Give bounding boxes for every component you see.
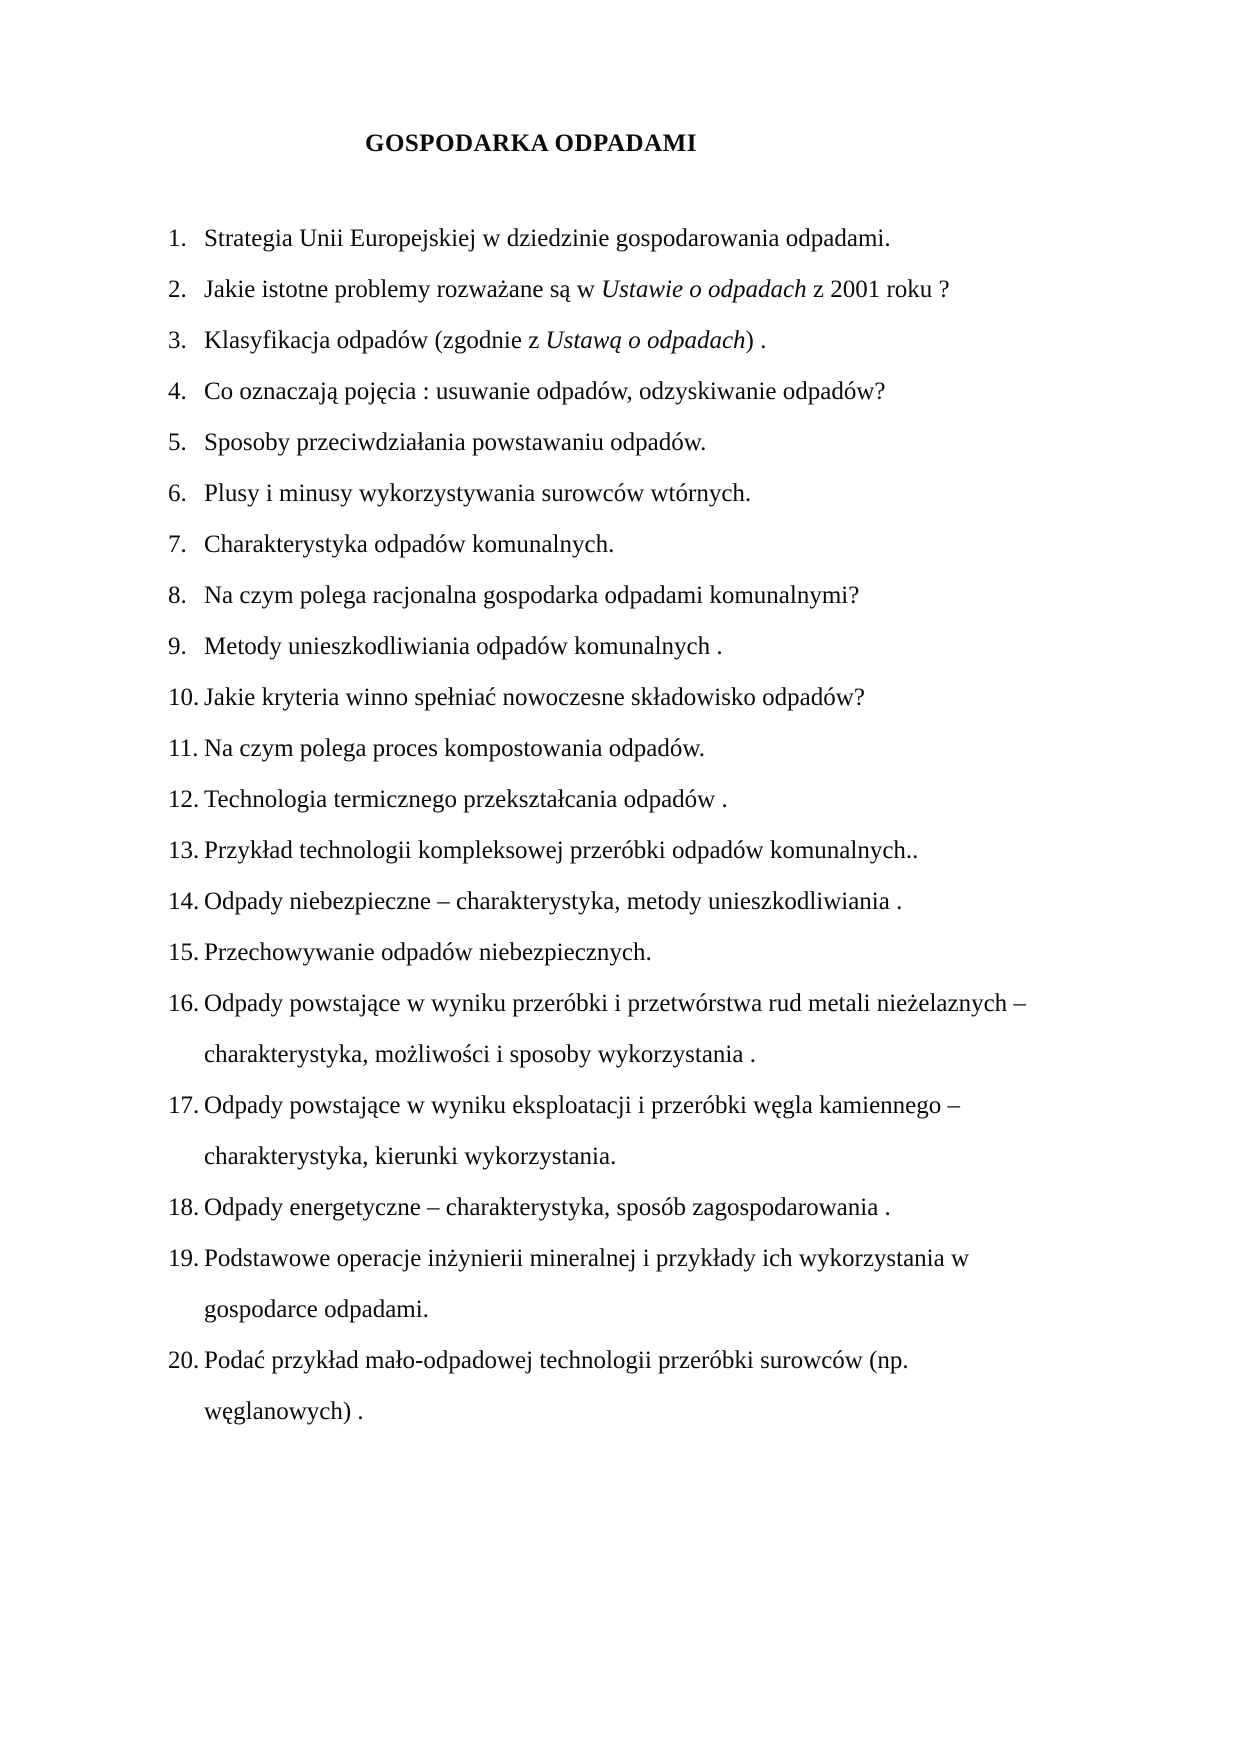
text-segment: Charakterystyka odpadów komunalnych. [204, 531, 615, 558]
text-segment: Strategia Unii Europejskiej w dziedzinie gospodarowania odpadami. [204, 225, 891, 252]
item-line [204, 672, 1160, 723]
italic-text-segment: Ustawą o odpadach [545, 327, 746, 354]
item-line [204, 1029, 1160, 1080]
item-line [204, 366, 1160, 417]
text-segment: Klasyfikacja odpadów (zgodnie z [204, 327, 546, 354]
item-text [204, 1335, 1160, 1437]
item-line [204, 1284, 1160, 1335]
list-item [168, 417, 1160, 468]
text-segment: Odpady niebezpieczne – charakterystyka, metody unieszkodliwiania . [204, 888, 903, 915]
list-item [168, 1335, 1160, 1437]
item-text [204, 213, 1160, 264]
text-segment: gospodarce odpadami. [204, 1296, 429, 1323]
item-text [204, 825, 1160, 876]
item-number: 7. [168, 531, 187, 558]
text-segment: Podać przykład mało-odpadowej technologii przeróbki surowców (np. [204, 1347, 909, 1374]
list-item [168, 213, 1160, 264]
item-number: 20. [168, 1347, 200, 1374]
item-number: 3. [168, 327, 187, 354]
item-text [204, 519, 1160, 570]
item-text [204, 672, 1160, 723]
item-number: 10. [168, 684, 200, 711]
item-text [204, 876, 1160, 927]
item-line [204, 519, 1160, 570]
item-number: 1. [168, 225, 187, 252]
text-segment: Sposoby przeciwdziałania powstawaniu odpadów. [204, 429, 707, 456]
list-item [168, 264, 1160, 315]
item-text [204, 978, 1160, 1080]
item-text [204, 570, 1160, 621]
list-item [168, 519, 1160, 570]
item-line [204, 468, 1160, 519]
item-number: 9. [168, 633, 187, 660]
item-number: 8. [168, 582, 187, 609]
text-segment: Odpady powstające w wyniku przeróbki i przetwórstwa rud metali nieżelaznych – [204, 990, 1026, 1017]
item-number: 12. [168, 786, 200, 813]
item-text [204, 774, 1160, 825]
item-line [204, 213, 1160, 264]
text-segment: z 2001 roku ? [806, 276, 950, 303]
text-segment: Plusy i minusy wykorzystywania surowców wtórnych. [204, 480, 752, 507]
text-segment: węglanowych) . [204, 1398, 364, 1425]
text-segment: Metody unieszkodliwiania odpadów komunalnych . [204, 633, 723, 660]
list-item [168, 468, 1160, 519]
item-line [204, 723, 1160, 774]
list-item [168, 723, 1160, 774]
list-item [168, 876, 1160, 927]
item-line [204, 417, 1160, 468]
item-number: 15. [168, 939, 200, 966]
text-segment: Odpady powstające w wyniku eksploatacji i przeróbki węgla kamiennego – [204, 1092, 961, 1119]
item-text [204, 468, 1160, 519]
item-number: 17. [168, 1092, 200, 1119]
text-segment: Co oznaczają pojęcia : usuwanie odpadów, odzyskiwanie odpadów? [204, 378, 886, 405]
list-item [168, 978, 1160, 1080]
page-title: GOSPODARKA ODPADAMI [365, 130, 697, 157]
list-item [168, 1080, 1160, 1182]
item-line [204, 570, 1160, 621]
text-segment: Podstawowe operacje inżynierii mineralnej i przykłady ich wykorzystania w [204, 1245, 970, 1272]
list-item [168, 672, 1160, 723]
list-item [168, 315, 1160, 366]
text-segment: ) . [745, 327, 767, 354]
item-line [204, 876, 1160, 927]
item-number: 19. [168, 1245, 200, 1272]
item-number: 6. [168, 480, 187, 507]
text-segment: Na czym polega proces kompostowania odpadów. [204, 735, 706, 762]
text-segment: Jakie kryteria winno spełniać nowoczesne składowisko odpadów? [204, 684, 865, 711]
item-line [204, 264, 1160, 315]
item-line [204, 1233, 1160, 1284]
text-segment: Przechowywanie odpadów niebezpiecznych. [204, 939, 652, 966]
item-text [204, 417, 1160, 468]
title-wrap [168, 130, 894, 157]
item-line [204, 978, 1160, 1029]
item-text [204, 1233, 1160, 1335]
item-text [204, 1080, 1160, 1182]
text-segment: Technologia termicznego przekształcania odpadów . [204, 786, 728, 813]
item-line [204, 927, 1160, 978]
item-line [204, 1131, 1160, 1182]
item-line [204, 621, 1160, 672]
text-segment: charakterystyka, kierunki wykorzystania. [204, 1143, 617, 1170]
item-line [204, 1335, 1160, 1386]
item-number: 4. [168, 378, 187, 405]
item-text [204, 366, 1160, 417]
item-text [204, 315, 1160, 366]
list-item [168, 1182, 1160, 1233]
item-number: 13. [168, 837, 200, 864]
question-list [168, 213, 1160, 1437]
item-text [204, 927, 1160, 978]
text-segment: Na czym polega racjonalna gospodarka odpadami komunalnymi? [204, 582, 860, 609]
item-line [204, 774, 1160, 825]
italic-text-segment: Ustawie o odpadach [601, 276, 807, 303]
list-item [168, 825, 1160, 876]
list-item [168, 774, 1160, 825]
list-item [168, 927, 1160, 978]
list-item [168, 1233, 1160, 1335]
list-item [168, 621, 1160, 672]
item-line [204, 1080, 1160, 1131]
list-item [168, 570, 1160, 621]
text-segment: Odpady energetyczne – charakterystyka, sposób zagospodarowania . [204, 1194, 891, 1221]
item-line [204, 1182, 1160, 1233]
item-number: 14. [168, 888, 200, 915]
list-item [168, 366, 1160, 417]
text-segment: Jakie istotne problemy rozważane są w [204, 276, 602, 303]
text-segment: Przykład technologii kompleksowej przeróbki odpadów komunalnych.. [204, 837, 919, 864]
item-number: 5. [168, 429, 187, 456]
item-number: 18. [168, 1194, 200, 1221]
item-text [204, 621, 1160, 672]
item-line [204, 825, 1160, 876]
item-text [204, 723, 1160, 774]
item-number: 11. [168, 735, 199, 762]
item-line [204, 315, 1160, 366]
item-number: 2. [168, 276, 187, 303]
text-segment: charakterystyka, możliwości i sposoby wykorzystania . [204, 1041, 756, 1068]
item-text [204, 1182, 1160, 1233]
item-line [204, 1386, 1160, 1437]
item-number: 16. [168, 990, 200, 1017]
item-text [204, 264, 1160, 315]
